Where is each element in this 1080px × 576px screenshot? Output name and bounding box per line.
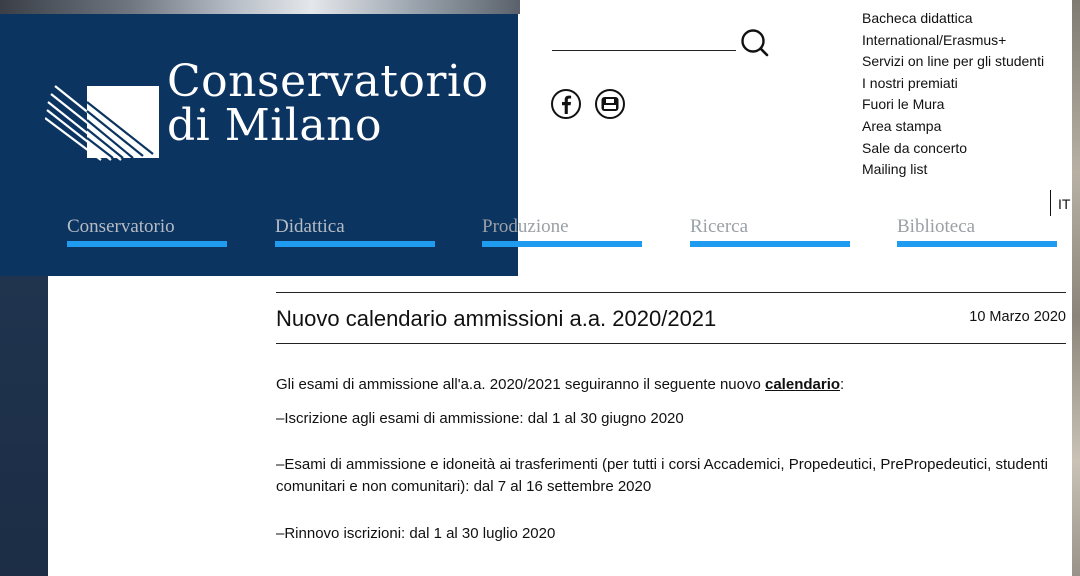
article xyxy=(276,292,1066,542)
main-nav xyxy=(0,210,1080,260)
intro-text: Gli esami di ammissione all'a.a. 2020/2021 seguiranno il seguente nuovo xyxy=(276,376,765,393)
article-header xyxy=(276,293,1066,343)
divider xyxy=(276,343,1066,344)
article-intro xyxy=(276,374,844,396)
language-switcher[interactable]: IT xyxy=(1050,190,1070,216)
link-servizi-online[interactable]: Servizi on line per gli studenti xyxy=(862,53,1045,70)
article-item-rinnovo: –Rinnovo iscrizioni: dal 1 al 30 luglio 2020 xyxy=(276,525,556,542)
article-item-iscrizione: –Iscrizione agli esami di ammissione: dal 1 al 30 giugno 2020 xyxy=(276,410,684,427)
search-input[interactable] xyxy=(552,50,736,51)
nav-underline xyxy=(690,241,850,247)
nav-item-label: Produzione xyxy=(482,216,569,237)
nav-underline xyxy=(482,241,642,247)
link-international-erasmus[interactable]: International/Erasmus+ xyxy=(862,31,1007,48)
nav-item-label: Didattica xyxy=(275,216,345,237)
link-mailing-list[interactable]: Mailing list xyxy=(862,161,928,178)
link-fuori-le-mura[interactable]: Fuori le Mura xyxy=(862,96,945,113)
social-links xyxy=(550,88,630,122)
youtube-icon[interactable] xyxy=(594,88,626,120)
search-icon[interactable] xyxy=(740,28,770,58)
nav-item-label: Conservatorio xyxy=(67,216,175,237)
site-title-line2: di Milano xyxy=(167,100,382,151)
link-sale-da-concerto[interactable]: Sale da concerto xyxy=(862,139,968,156)
nav-underline xyxy=(67,241,227,247)
article-title: Nuovo calendario ammissioni a.a. 2020/2021 xyxy=(276,306,717,331)
nav-underline xyxy=(275,241,435,247)
link-bacheca-didattica[interactable]: Bacheca didattica xyxy=(862,10,973,26)
site-title-line1: Conservatorio xyxy=(167,56,489,107)
nav-item-label: Ricerca xyxy=(690,216,749,237)
site-logo[interactable] xyxy=(45,56,489,170)
quick-links xyxy=(862,8,1072,181)
intro-colon: : xyxy=(840,376,845,393)
article-item-esami: –Esami di ammissione e idoneità ai trasferimenti (per tutti i corsi Accademici, Propedeutici, PrePropedeutici, studenti comunitari e non comunitari): dal 7 al 16 settembre 2020 xyxy=(276,456,1049,495)
background-photo-top xyxy=(0,0,520,14)
link-nostri-premiati[interactable]: I nostri premiati xyxy=(862,74,958,91)
search-box xyxy=(552,26,772,60)
facebook-icon[interactable] xyxy=(550,88,582,120)
site-title xyxy=(167,56,489,151)
link-area-stampa[interactable]: Area stampa xyxy=(862,117,942,134)
nav-underline xyxy=(897,241,1057,247)
background-photo-left xyxy=(0,270,48,576)
nav-item-label: Biblioteca xyxy=(897,216,976,237)
calendar-link[interactable]: calendario xyxy=(765,376,841,393)
striped-square-logo-icon xyxy=(45,80,163,162)
article-date: 10 Marzo 2020 xyxy=(969,309,1066,325)
background-photo-right xyxy=(1072,0,1080,576)
